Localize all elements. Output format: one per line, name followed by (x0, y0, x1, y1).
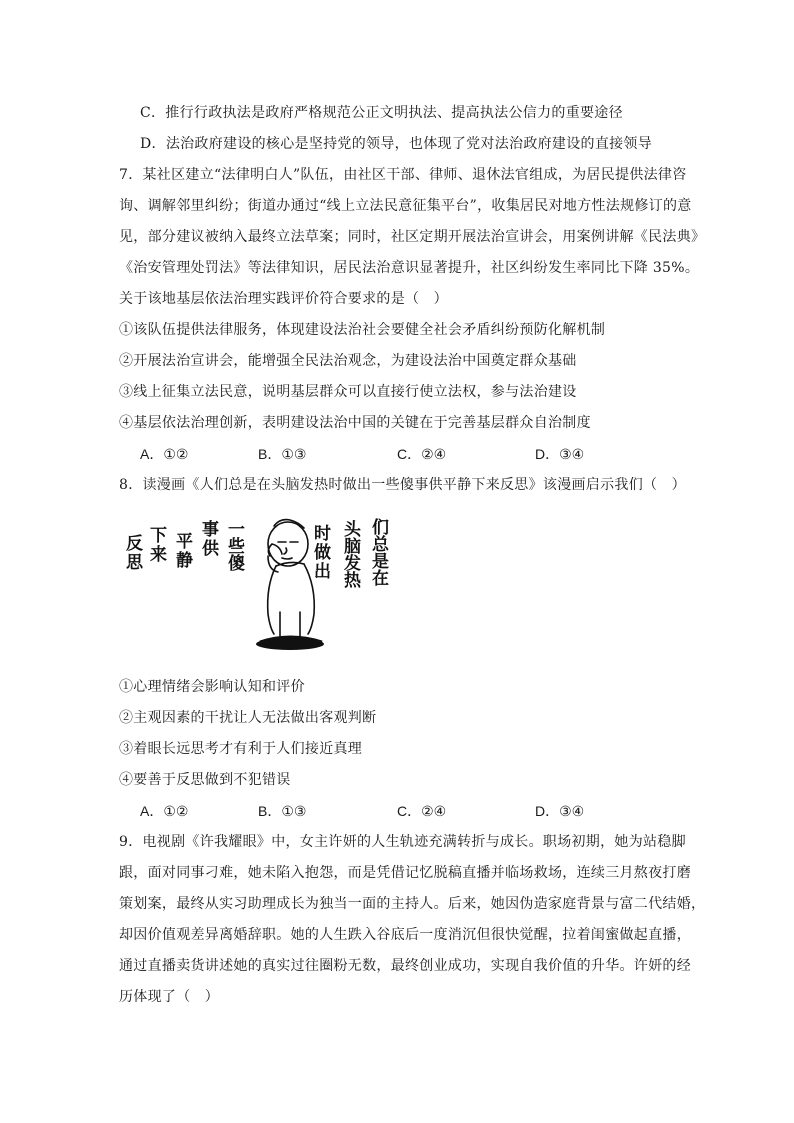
q8-statement: ③着眼长远思考才有利于人们接近真理 (119, 741, 363, 757)
cartoon-text: 事供 (198, 520, 218, 558)
cartoon-figure (120, 512, 400, 652)
q8-statement: ②主观因素的干扰让人无法做出客观判断 (119, 710, 377, 726)
q9-stem-line: 策划案，最终从实习助理成长为独当一面的主持人。后来，她因伪造家庭背景与富二代结婚， (119, 896, 706, 912)
q7-statement: ④基层依法治理创新，表明建设法治中国的关键在于完善基层群众自治制度 (119, 415, 591, 431)
option-letter: C． (397, 803, 422, 819)
cartoon-text: 反思 (122, 534, 142, 572)
option-value: ③④ (559, 804, 585, 820)
option-letter: A． (140, 803, 164, 819)
q9-stem-line: 却因价值观差异离婚辞职。她的人生跌入谷底后一度消沉但很快觉醒，拉着闺蜜做起直播， (119, 927, 691, 943)
q8-stem: 8．读漫画《人们总是在头脑发热时做出一些傻事供平静下来反思》该漫画启示我们（ ） (119, 477, 686, 493)
option-value: ①② (163, 804, 189, 820)
q7-statement: ①该队伍提供法律服务，体现建设法治社会要健全社会矛盾纠纷预防化解机制 (119, 322, 606, 338)
option-letter: D． (535, 446, 560, 462)
q7-statement: ③线上征集立法民意，说明基层群众可以直接行使立法权，参与法治建设 (119, 384, 577, 400)
cartoon-text: 一些傻 (224, 520, 244, 571)
q7-stem-line: 关于该地基层依法治理实践评价符合要求的是（ ） (119, 291, 448, 307)
option-value: ①③ (281, 804, 307, 820)
q9-stem-line: 通过直播卖货讲述她的真实过往圈粉无数，最终创业成功，实现自我价值的升华。许妍的经 (119, 958, 691, 974)
prev-option-c: C．推行行政执法是政府严格规范公正文明执法、提高执法公信力的重要途径 (140, 105, 623, 121)
q9-stem-line: 历体现了（ ） (119, 989, 220, 1005)
option-value: ①③ (281, 447, 307, 463)
q9-stem-line: 跟，面对同事刁难，她未陷入抱怨，而是凭借记忆脱稿直播并临场救场，连续三月熬夜打磨 (119, 865, 691, 881)
q7-stem-line: 见，部分建议被纳入最终立法草案；同时，社区定期开展法治宣讲会，用案例讲解《民法典》 (119, 229, 706, 245)
q9-stem-line: 9．电视剧《许我耀眼》中，女主许妍的人生轨迹充满转折与成长。职场初期，她为站稳脚 (119, 834, 686, 850)
option-letter: C． (397, 446, 422, 462)
q7-option-d[interactable] (535, 444, 584, 465)
cartoon-text: 下来 (146, 526, 166, 564)
cartoon-text: 时做出 (310, 524, 330, 581)
q7-option-b[interactable] (258, 444, 306, 465)
option-letter: D． (535, 803, 560, 819)
cartoon-text: 平静 (172, 532, 192, 570)
option-value: ②④ (421, 447, 447, 463)
q7-option-a[interactable] (140, 444, 188, 465)
q8-option-b[interactable] (258, 801, 306, 822)
q8-option-d[interactable] (535, 801, 584, 822)
cartoon-person-icon (268, 520, 315, 640)
q8-option-c[interactable] (397, 801, 446, 822)
q8-statement: ①心理情绪会影响认知和评价 (119, 679, 305, 695)
q8-statement: ④要善于反思做到不犯错误 (119, 772, 291, 788)
cartoon-text: 头脑发热 (340, 520, 360, 588)
prev-option-d: D．法治政府建设的核心是坚持党的领导，也体现了党对法治政府建设的直接领导 (140, 136, 653, 152)
q7-option-c[interactable] (397, 444, 446, 465)
option-letter: B． (258, 446, 282, 462)
q7-stem-line: 7．某社区建立“法律明白人”队伍，由社区干部、律师、退休法官组成，为居民提供法律咨 (119, 167, 687, 183)
q7-stem-line: 《治安管理处罚法》等法律知识，居民法治意识显著提升，社区纠纷发生率同比下降 35%。 (119, 260, 700, 276)
option-value: ②④ (421, 804, 447, 820)
cartoon-text: 们总是在 (368, 518, 388, 586)
option-value: ③④ (559, 447, 585, 463)
option-letter: A． (140, 446, 164, 462)
option-letter: B． (258, 803, 282, 819)
q7-stem-line: 询、调解邻里纠纷；街道办通过“线上立法民意征集平台”，收集居民对地方性法规修订的意 (119, 198, 692, 214)
q8-option-a[interactable] (140, 801, 188, 822)
q7-statement: ②开展法治宣讲会，能增强全民法治观念，为建设法治中国奠定群众基础 (119, 353, 577, 369)
option-value: ①② (163, 447, 189, 463)
